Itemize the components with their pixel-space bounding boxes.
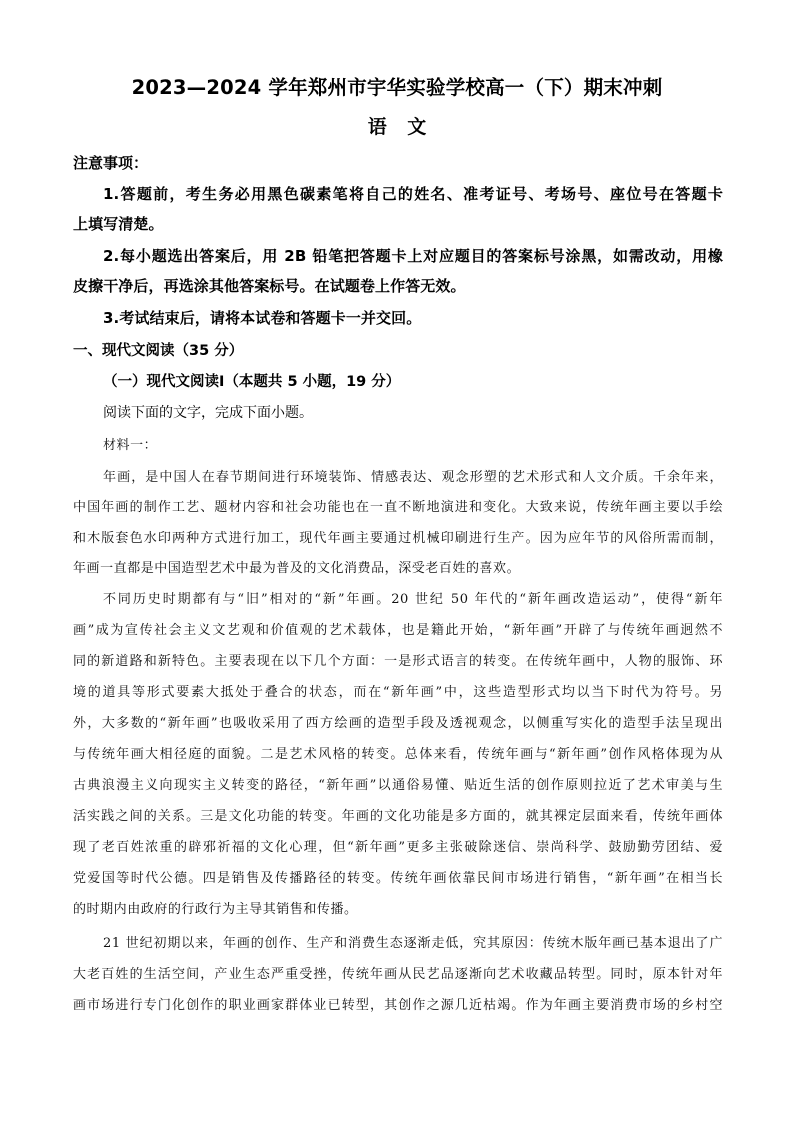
passage-line: 画市场进行专门化创作的职业画家群体业已转型，其创作之源几近枯竭。作为年画主要消费市场的乡村空 — [73, 998, 723, 1013]
passage-line: 画”成为宣传社会主义文艺观和价值观的艺术载体，也是籍此开始，“新年画”开辟了与传统年画迥然不 — [73, 623, 723, 638]
passage-line: 21 世纪初期以来，年画的创作、生产和消费生态逐渐走低，究其原因：传统木版年画已基本退出了广 — [103, 936, 723, 951]
passage-line: 年画一直都是中国造型艺术中最为普及的文化消费品，深受老百姓的喜欢。 — [73, 561, 521, 576]
material-label: 材料一： — [103, 438, 158, 453]
passage-line: 大老百姓的生活空间，产业生态严重受挫，传统年画从民艺品逐渐向艺术收藏品转型。同时，原本针对年 — [73, 967, 723, 982]
passage-line: 外，大多数的“新年画”也吸收采用了西方绘画的造型手段及透视观念，以侧重写实化的造型手法呈现出 — [73, 716, 723, 731]
passage-line: 和木版套色水印两种方式进行加工，现代年画主要通过机械印刷进行生产。因为应年节的风俗所需而制， — [73, 531, 723, 546]
notice-line: 3.考试结束后，请将本试卷和答题卡一并交回。 — [103, 309, 422, 327]
subject-title: 语 文 — [367, 116, 427, 138]
notice-line: 1.答题前，考生务必用黑色碳素笔将自己的姓名、准考证号、考场号、座位号在答题卡 — [103, 185, 723, 203]
passage-line: 古典浪漫主义向现实主义转变的路径，“新年画”以通俗易懂、贴近生活的创作原则拉近了艺术审美与生 — [73, 778, 723, 793]
notice-line: 上填写清楚。 — [73, 215, 164, 233]
exam-title: 2023—2024 学年郑州市宇华实验学校高一（下）期末冲刺 — [131, 76, 663, 99]
passage-line: 的时期内由政府的行政行为主导其销售和传播。 — [73, 902, 358, 917]
notice-line: 皮擦干净后，再选涂其他答案标号。在试题卷上作答无效。 — [73, 277, 466, 295]
section-heading: 一、现代文阅读（35 分） — [73, 343, 244, 359]
passage-line: 与传统年画大相径庭的面貌。二是艺术风格的转变。总体来看，传统年画与“新年画”创作风格体现为从 — [73, 747, 723, 762]
passage-line: 党爱国等时代公德。四是销售及传播路径的转变。传统年画依靠民间市场进行销售，“新年画”在相当长 — [73, 871, 723, 886]
passage-line: 中国年画的制作工艺、题材内容和社会功能也在一直不断地演进和变化。大致来说，传统年画主要以手绘 — [73, 500, 723, 515]
reading-instruction: 阅读下面的文字，完成下面小题。 — [103, 405, 313, 421]
passage-line: 同的新道路和新特色。主要表现在以下几个方面：一是形式语言的转变。在传统年画中，人物的服饰、环 — [73, 654, 723, 669]
passage-line: 不同历史时期都有与“旧”相对的“新”年画。20 世纪 50 年代的“新年画改造运动”，使得“新年 — [103, 592, 723, 607]
passage-line: 活实践之间的关系。三是文化功能的转变。年画的文化功能是多方面的，就其裸定层面来看，传统年画体 — [73, 809, 723, 824]
notice-line: 2.每小题选出答案后，用 2B 铅笔把答题卡上对应题目的答案标号涂黑，如需改动，用橡 — [103, 247, 723, 265]
passage-line: 境的道具等形式要素大抵处于叠合的状态，而在“新年画”中，这些造型形式均以当下时代为符号。另 — [73, 685, 723, 700]
notice-heading: 注意事项： — [73, 154, 149, 172]
section-subheading: （一）现代文阅读Ⅰ（本题共 5 小题，19 分） — [103, 374, 401, 390]
passage-line: 年画，是中国人在春节期间进行环境装饰、情感表达、观念形塑的艺术形式和人文介质。千余年来， — [103, 470, 723, 485]
passage-line: 现了老百姓浓重的辟邪祈福的文化心理，但“新年画”更多主张破除迷信、崇尚科学、鼓励勤劳团结、爱 — [73, 840, 723, 855]
